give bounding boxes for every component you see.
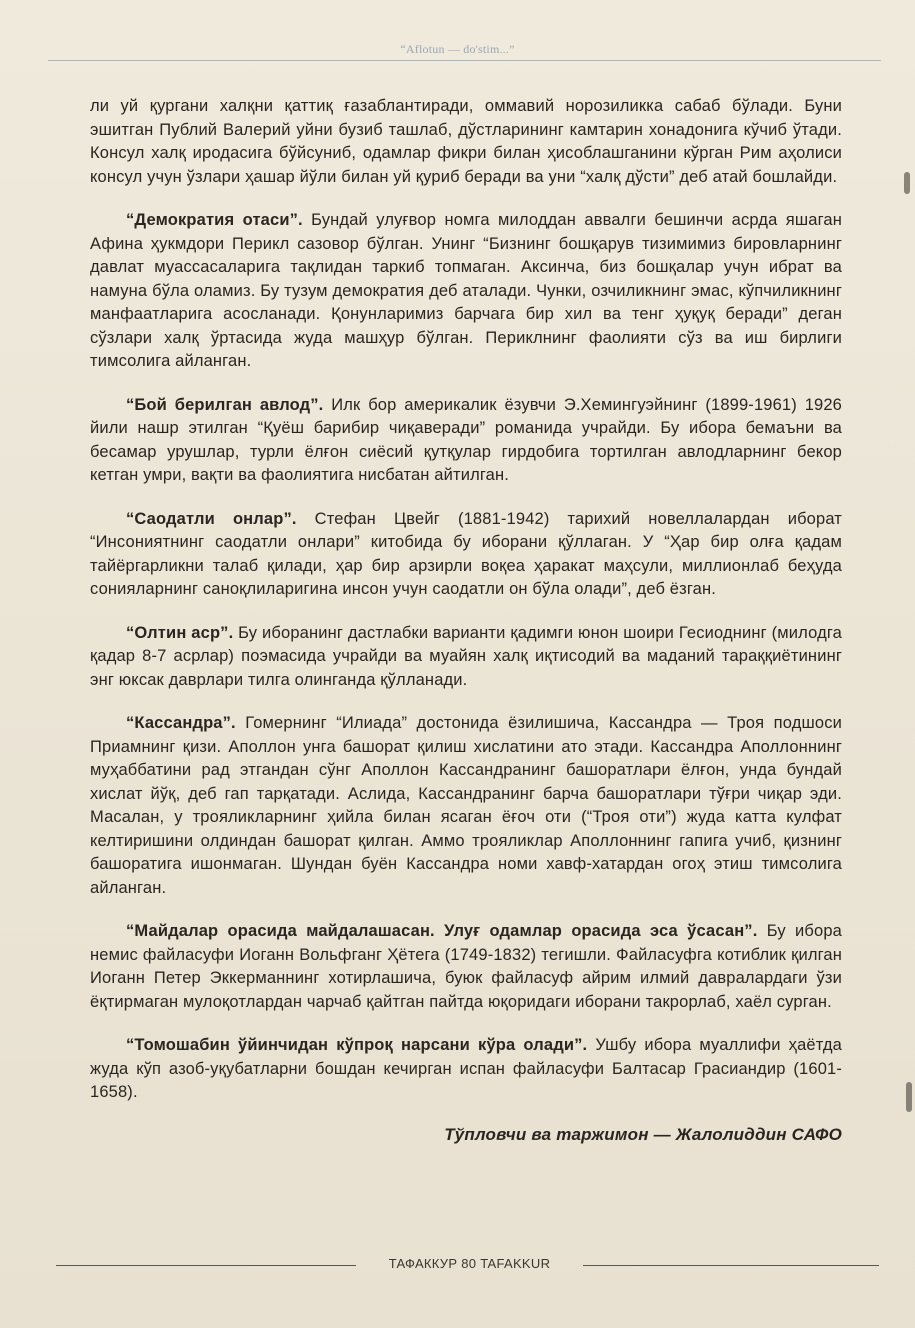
paragraph-text: Илк бор америкалик ёзувчи Э.Хемингуэйнинг (1899-1961) 1926 йили нашр этилган “Қуёш барибир чиқаверади” романида учрайди. Бу ибора бемаъни ва бесамар урушлар, турли ёлғон сиёсий қутқулар гирдобига тортилган авлодларнинг бекор кетган умри, вақти ва фаолиятига нисбатан айтилган.	[90, 395, 842, 484]
page-footer	[0, 1255, 915, 1275]
footer-label: ТАФАККУР 80 TAFAKKUR	[388, 1256, 551, 1271]
paragraph-golden-age	[90, 622, 842, 693]
paragraph-term: “Бой берилган авлод”.	[126, 395, 324, 414]
paragraph-goethe	[90, 920, 842, 1014]
paragraph-term: “Саодатли онлар”.	[126, 509, 297, 528]
paragraph-term: “Майдалар орасида майдалашасан. Улуғ одамлар орасида эса ўсасан”.	[126, 922, 758, 940]
edge-mark-top	[904, 172, 910, 194]
footer-rule-right	[583, 1265, 879, 1266]
author-signature: Тўпловчи ва таржимон — Жалолиддин САФО	[444, 1124, 842, 1144]
paragraph-cassandra	[90, 712, 842, 900]
paragraph-text: Гомернинг “Илиада” достонида ёзилишича, Кассандра — Троя подшоси Приамнинг қизи. Аполлон унга башорат қилиш хислатини ато этади. Кассандра Аполлоннинг муҳаббатини рад этгандан сўнг Аполлон Кассандранинг башоратлари ёлғон, унда бундай хислат йўқ, деб гап тарқатади. Аслида, Кассандранинг барча башоратлари тўғри чиқар эди. Масалан, у трояликларнинг ҳийла билан ясаган ёғоч оти (“Троя оти”) жуда катта кулфат келтиришини олдиндан башорат қилган. Аммо трояликлар Аполлоннинг гапига учиб, қизнинг башоратига ишонмаган. Шундан буён Кассандра номи хавф-хатардан огоҳ этиш тимсолига айланган.	[90, 714, 842, 897]
edge-mark-bottom	[906, 1082, 912, 1112]
paragraph-text: Стефан Цвейг (1881-1942) тарихий новеллалардан иборат “Инсониятнинг саодатли онлари” китобида бу иборани қўллаган. У “Ҳар бир олға қадам тайёргарликни талаб қилади, ҳар бир арзирли воқеа ҳаракат маҳсули, миллионлаб беҳуда сонияларнинг саноқлиларигина инсон учун саодатли он бўла олади”, деб ёзган.	[90, 509, 843, 598]
paragraph-term: “Кассандра”.	[126, 714, 236, 732]
footer-rule-left	[56, 1265, 356, 1266]
paragraph-happy-moments	[90, 508, 842, 602]
paragraph-0	[90, 95, 842, 189]
paragraph-lost-generation	[90, 394, 842, 488]
paragraph-term: “Демократия отаси”.	[126, 211, 303, 229]
paragraph-text: Бу иборанинг дастлабки варианти қадимги юнон шоири Гесиоднинг (милодга қадар 8-7 асрлар) поэмасида учрайди ва муайян халқ иқтисодий ва маданий тараққиётининг энг юксак даврлари тилга олинганда қўлланади.	[90, 623, 842, 689]
paragraph-democracy	[90, 209, 842, 374]
paragraph-text: Бу ибора немис файласуфи Иоганн Вольфганг Ҳётега (1749-1832) тегишли. Файласуфга котиблик қилган Иоганн Петер Эккерманнинг хотирлашича, буюк файласуф айрим илмий давралардаги ўзи ёқтирмаган мулоқотлардан чарчаб қайтган пайтда юқоридаги иборани такрорлаб, хаёл сурган.	[90, 922, 843, 1011]
paragraph-text: Ушбу ибора муаллифи ҳаётда жуда кўп азоб-уқубатларни бошдан кечирган испан файласуфи Балтасар Грасиандир (1601-1658).	[90, 1036, 843, 1101]
paragraph-term: “Олтин аср”.	[126, 623, 234, 642]
header-rule	[48, 60, 881, 61]
paragraph-term: “Томошабин ўйинчидан кўпроқ нарсани кўра олади”.	[126, 1036, 588, 1054]
paragraph-spectator	[90, 1034, 842, 1105]
article-body	[90, 95, 842, 1145]
running-head: “Aflotun — do'stim...”	[400, 42, 515, 56]
paragraph-text: ли уй қургани халқни қаттиқ ғазаблантиради, оммавий норозиликка сабаб бўлади. Буни эшитган Публий Валерий уйни бузиб ташлаб, дўстларининг камтарин хонадонига кўчиб ўтади. Консул халқ иродасига бўйсуниб, одамлар фикри билан ҳисоблашганини кўрган Рим аҳолиси консул учун ўзлари ҳашар йўли билан уй қуриб беради ва уни “халқ дўсти” деб атай бошлайди.	[90, 97, 842, 186]
paragraph-text: Бундай улуғвор номга милоддан аввалги бешинчи асрда яшаган Афина ҳукмдори Перикл сазовор бўлган. Унинг “Бизнинг бошқарув тизимимиз бировларнинг давлат муассасаларига тақлидан таркиб топмаган. Аксинча, биз бошқалар учун ибрат ва намуна бўла оламиз. Бу тузум демократия деб аталади. Чунки, озчиликнинг эмас, кўпчиликнинг манфаатларига асосланади. Қонунларимиз барчага бир хил ва тенг ҳуқуқ беради” деган сўзлари халқ ўртасида жуда машҳур бўлган. Периклнинг фаолияти сўз ва иш бирлиги тимсолига айланган.	[90, 211, 842, 370]
